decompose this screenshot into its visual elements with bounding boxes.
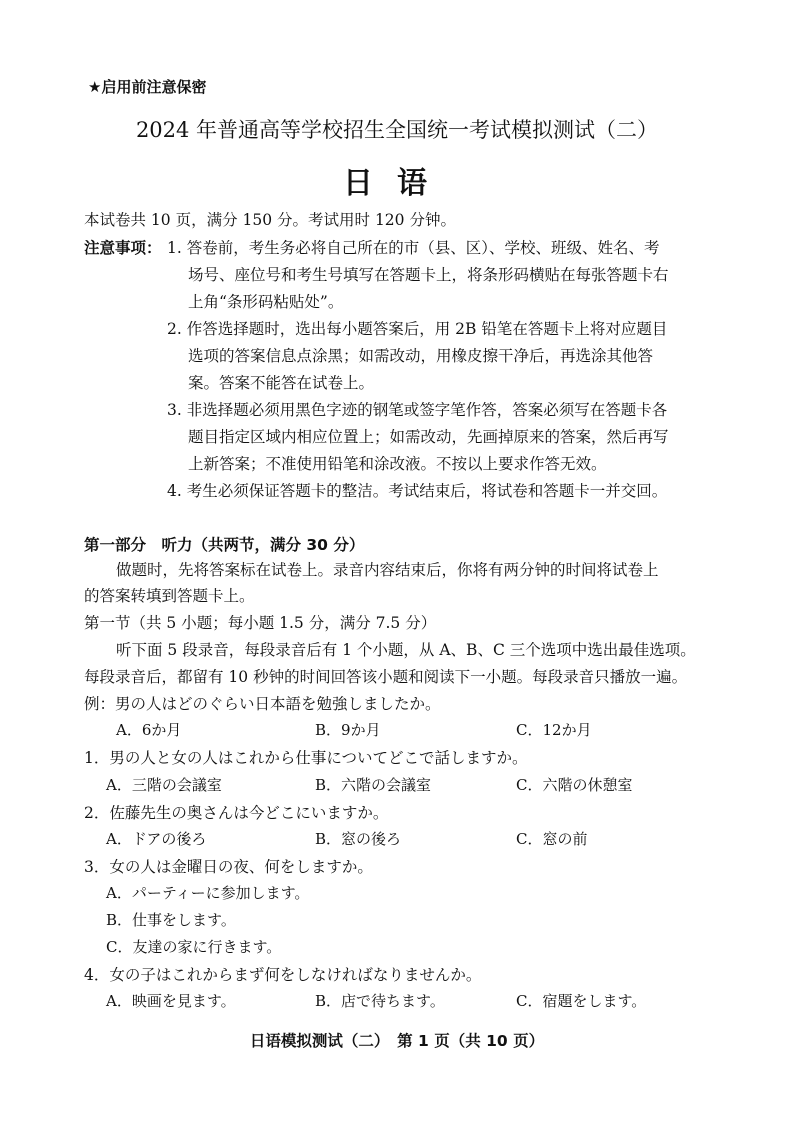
note-line: 上新答案；不准使用铅笔和涂改液。不按以上要求作答无效。 [188,455,607,473]
question-1-option-a: A．三階の会議室 [106,776,222,794]
note-line: 2. 作答选择题时，选出每小题答案后，用 2B 铅笔在答题卡上将对应题目 [167,320,668,338]
question-2-option-b: B．窓の後ろ [315,830,402,848]
question-1-option-b: B．六階の会議室 [315,776,432,794]
question-3: 3．女の人は金曜日の夜、何をしますか。 [84,858,373,876]
part1-intro: 做题时，先将答案标在试卷上。录音内容结束后，你将有两分钟的时间将试卷上 [116,561,659,579]
question-3-option-c: C．友達の家に行きます。 [106,938,282,956]
question-3-option-a: A．パーティーに参加します。 [106,884,310,902]
question-4-option-b: B．店で待ちます。 [315,992,445,1010]
example-option-a: A．6か月 [116,721,182,739]
section1-instructions: 每段录音后，都留有 10 秒钟的时间回答该小题和阅读下一小题。每段录音只播放一遍。 [84,668,688,686]
note-line: 场号、座位号和考生号填写在答题卡上，将条形码横贴在每张答题卡右 [188,266,669,284]
question-4-option-c: C．宿題をします。 [516,992,647,1010]
note-line: 题目指定区域内相应位置上；如需改动，先画掉原来的答案，然后再写 [188,428,669,446]
note-line: 4. 考生必须保证答题卡的整洁。考试结束后，将试卷和答题卡一并交回。 [167,482,668,500]
subject-title: 日语 [343,166,451,201]
question-4: 4．女の子はこれからまず何をしなければなりませんか。 [84,966,482,984]
note-line: 案。答案不能答在试卷上。 [188,374,375,392]
question-4-option-a: A．映画を見ます。 [106,992,236,1010]
example-option-c: C．12か月 [516,721,592,739]
example-question: 例：男の人はどのぐらい日本語を勉強しましたか。 [84,695,441,713]
note-line: 1. 答卷前，考生务必将自己所在的市（县、区）、学校、班级、姓名、考 [167,239,660,257]
question-2-option-c: C．窓の前 [516,830,588,848]
notes-label: 注意事项： [84,239,162,257]
part1-intro: 的答案转填到答题卡上。 [84,587,255,605]
note-line: 3. 非选择题必须用黑色字迹的钢笔或签字笔作答，答案必须写在答题卡各 [167,401,668,419]
exam-title: 2024 年普通高等学校招生全国统一考试模拟测试（二） [135,118,659,142]
question-3-option-b: B．仕事をします。 [106,911,236,929]
question-1-option-c: C．六階の休憩室 [516,776,633,794]
part1-heading: 第一部分 听力（共两节，满分 30 分） [84,536,365,554]
question-2: 2．佐藤先生の奥さんは今どこにいますか。 [84,804,389,822]
section1-heading: 第一节（共 5 小题；每小题 1.5 分，满分 7.5 分） [84,614,437,632]
question-1: 1．男の人と女の人はこれから仕事についてどこで話しますか。 [84,749,528,767]
note-line: 上角“条形码粘贴处”。 [188,293,344,311]
section1-instructions: 听下面 5 段录音，每段录音后有 1 个小题，从 A、B、C 三个选项中选出最佳选项。 [116,641,696,659]
exam-summary: 本试卷共 10 页，满分 150 分。考试用时 120 分钟。 [84,211,456,229]
question-2-option-a: A．ドアの後ろ [106,830,207,848]
page-footer: 日语模拟测试（二） 第 1 页（共 10 页） [249,1032,545,1050]
confidential-notice: ★启用前注意保密 [88,78,207,96]
note-line: 选项的答案信息点涂黑；如需改动，用橡皮擦干净后，再选涂其他答 [188,347,654,365]
example-option-b: B．9か月 [315,721,381,739]
